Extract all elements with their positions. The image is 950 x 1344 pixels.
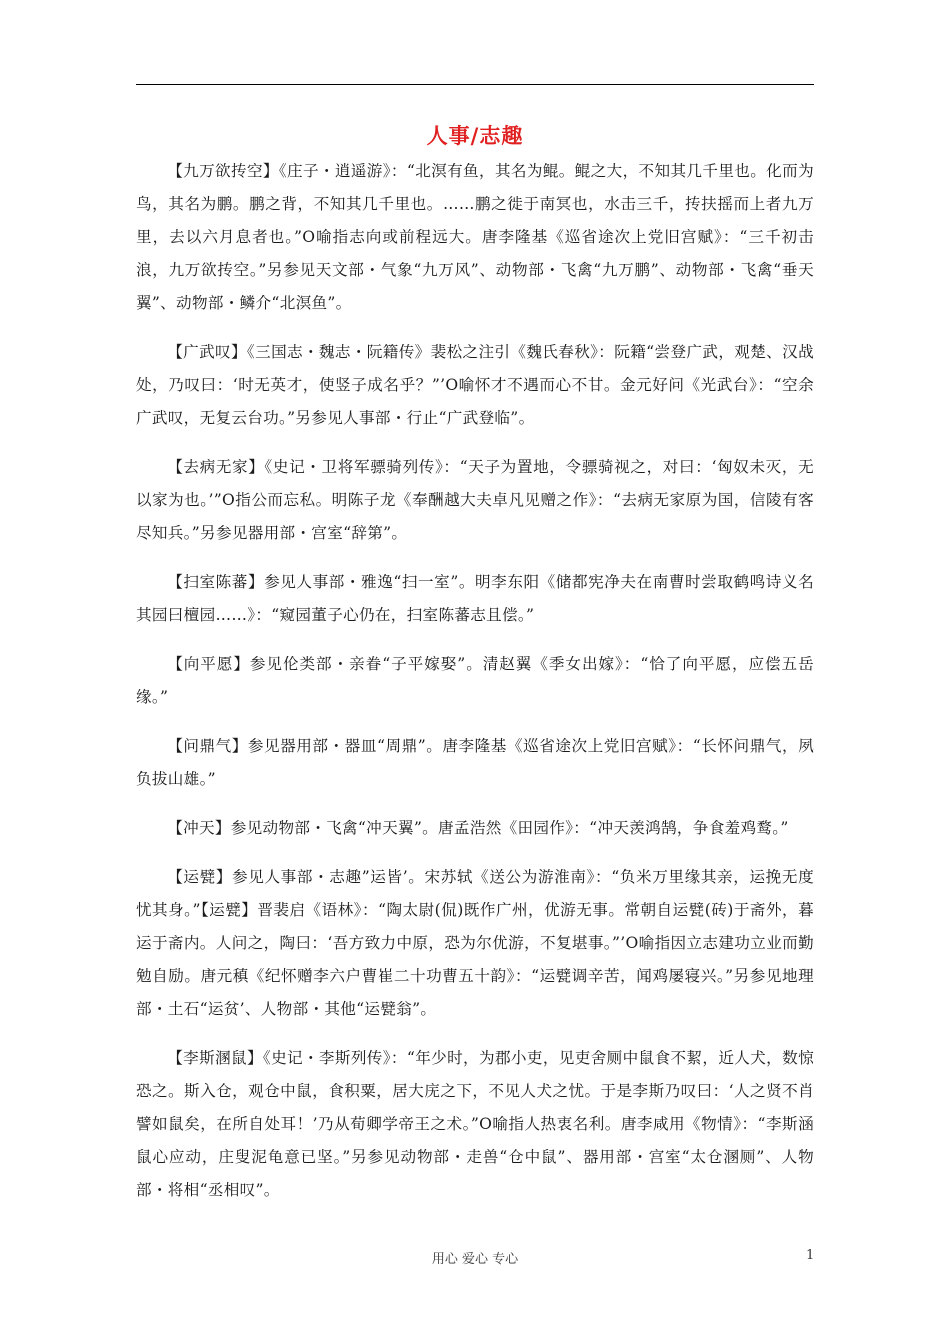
entry-paragraph: 【向平愿】参见伦类部・亲眷“子平嫁娶”。清赵翼《季女出嫁》：“恰了向平愿，应偿五岳缘。” [136,655,814,706]
page-number: 1 [806,1248,815,1263]
entry-paragraph: 【九万欲抟空】《庄子・逍遥游》：“北溟有鱼，其名为鲲。鲲之大，不知其几千里也。化而为鸟，其名为鹏。鹏之背，不知其几千里也。……鹏之徙于南冥也，水击三千，抟扶摇而上者九万里，去以六月息者也。”O喻指志向或前程远大。唐李隆基《巡省途次上党旧宫赋》：“三千初击浪，九万欲抟空。”另参见天文部・气象“九万风”、动物部・飞禽“九万鹏”、动物部・飞禽“垂天翼”、动物部・鳞介“北溟鱼”。 [136,162,814,312]
entry-paragraph: 【李斯溷鼠】《史记・李斯列传》：“年少时，为郡小吏，见吏舍厕中鼠食不絜，近人犬，数惊恐之。斯入仓，观仓中鼠，食积粟，居大庑之下，不见人犬之忧。于是李斯乃叹曰：‘人之贤不肖譬如鼠矣，在所自处耳！’乃从荀卿学帝王之术。”O喻指人热衷名利。唐李咸用《物情》：“李斯涵鼠心应动，庄叟泥龟意已坚。”另参见动物部・走兽“仓中鼠”、器用部・宫室“太仓溷厕”、人物部・将相“丞相叹”。 [136,1049,814,1199]
entry-paragraph: 【运甓】参见人事部・志趣”运皆’。宋苏轼《送公为游淮南》：“负米万里缘其亲，运挽无度忧其身。”【运甓】晋裴启《语林》：“陶太尉(侃)既作广州，优游无事。常朝自运甓(砖)于斋外，暮运于斋内。人问之，陶曰：‘吾方致力中原，恐为尔优游，不复堪事。”’O喻指因立志建功立业而勤勉自励。唐元稹《纪怀赠李六户曹崔二十功曹五十韵》：“运甓调辛苦，闻鸡屡寝兴。”另参见地理部・土石“运贫’、人物部・其他“运甓翁”。 [136,868,814,1018]
header-rule [136,84,814,85]
entry-paragraph: 【问鼎气】参见器用部・器皿“周鼎”。唐李隆基《巡省途次上党旧宫赋》：“长怀问鼎气，夙负拔山雄。” [136,737,814,788]
entry-paragraph: 【冲天】参见动物部・飞禽“冲天翼”。唐孟浩然《田园作》：“冲天羡鸿鹄，争食羞鸡鹜。” [167,819,789,837]
page-title: 人事/志趣 [426,123,524,148]
footer-motto: 用心 爱心 专心 [431,1252,519,1267]
entry-paragraph: 【扫室陈蕃】参见人事部・雅逸“扫一室”。明李东阳《储都宪净夫在南曹时尝取鹤鸣诗义名其园曰檀园……》：“窥园董子心仍在，扫室陈蕃志且偿。” [136,573,814,624]
entry-paragraph: 【广武叹】《三国志・魏志・阮籍传》裴松之注引《魏氏春秋》：阮籍“尝登广武，观楚、汉战处，乃叹曰：‘时无英才，使竖子成名乎？”’O喻怀才不遇而心不甘。金元好问《光武台》：“空余广武叹，无复云台功。”另参见人事部・行止“广武登临”。 [136,343,814,427]
entry-paragraph: 【去病无家】《史记・卫将军骠骑列传》：“天子为置地，令骠骑视之，对曰：‘匈奴未灭，无以家为也。’”O指公而忘私。明陈子龙《奉酬越大夫卓凡见赠之作》：“去病无家原为国，信陵有客尽知兵。”另参见器用部・宫室“辞第”。 [136,458,814,542]
document-body [136,155,814,1223]
